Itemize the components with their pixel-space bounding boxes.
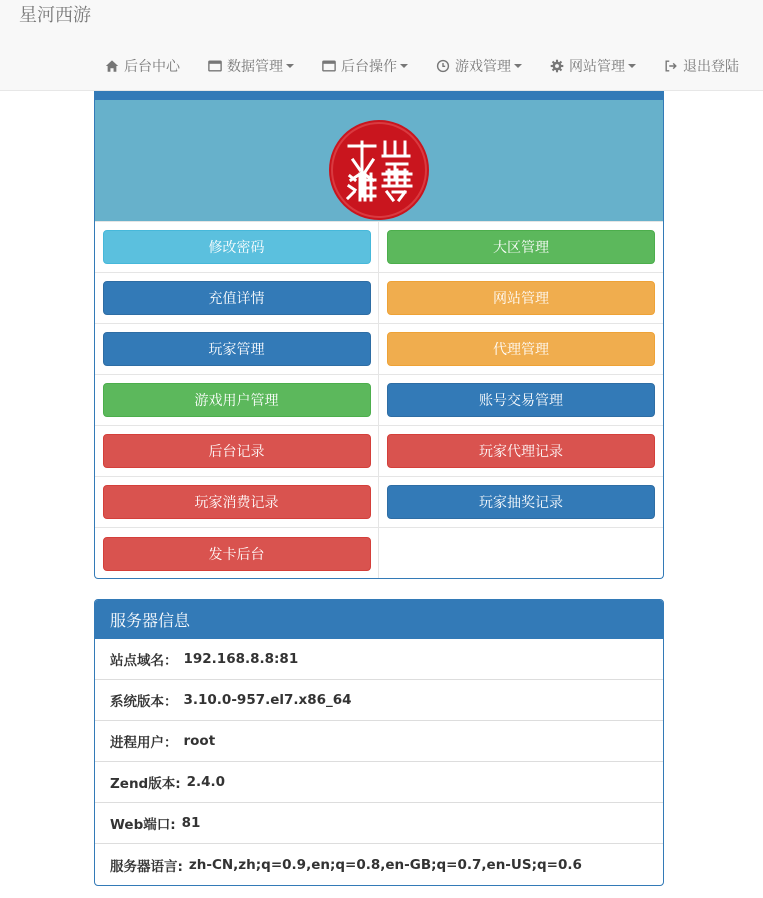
logout-icon [664, 59, 678, 73]
nav-item-dashboard[interactable] [91, 50, 194, 82]
clock-icon [436, 59, 450, 73]
card-issuing-backend-button[interactable]: 发卡后台 [103, 537, 371, 571]
caret-down-icon [514, 64, 522, 68]
info-row [95, 762, 663, 803]
action-cell [379, 222, 663, 273]
nav-item-label: 网站管理 [569, 59, 625, 75]
server-info-panel [94, 599, 664, 886]
action-cell [379, 426, 663, 477]
action-grid [95, 222, 663, 579]
info-label: Web端口: [110, 817, 176, 833]
nav-item-logout[interactable] [650, 50, 763, 82]
nav-item-label: 后台中心 [124, 59, 180, 75]
panel-top-strip [95, 91, 663, 100]
recharge-details-button[interactable]: 充值详情 [103, 281, 371, 315]
main-nav [91, 50, 763, 82]
action-cell [379, 477, 663, 528]
window-icon [208, 59, 222, 73]
player-agent-log-button[interactable]: 玩家代理记录 [387, 434, 655, 468]
nav-item-label: 后台操作 [341, 59, 397, 75]
info-label: 系统版本： [110, 694, 178, 710]
action-cell [95, 375, 379, 426]
nav-item-label: 退出登陆 [683, 59, 739, 75]
change-password-button[interactable]: 修改密码 [103, 230, 371, 264]
logo-banner [95, 100, 663, 222]
action-cell-empty [379, 528, 663, 579]
info-row [95, 803, 663, 844]
action-cell [95, 273, 379, 324]
player-management-button[interactable]: 玩家管理 [103, 332, 371, 366]
player-lottery-log-button[interactable]: 玩家抽奖记录 [387, 485, 655, 519]
action-cell [95, 426, 379, 477]
action-cell [95, 528, 379, 579]
nav-item-label: 数据管理 [227, 59, 283, 75]
site-management-button[interactable]: 网站管理 [387, 281, 655, 315]
nav-item-site-management[interactable] [536, 50, 650, 82]
seal-logo [329, 120, 429, 220]
agent-management-button[interactable]: 代理管理 [387, 332, 655, 366]
caret-down-icon [400, 64, 408, 68]
player-spending-log-button[interactable]: 玩家消费记录 [103, 485, 371, 519]
nav-item-label: 游戏管理 [455, 59, 511, 75]
region-management-button[interactable]: 大区管理 [387, 230, 655, 264]
caret-down-icon [628, 64, 636, 68]
info-value: zh-CN,zh;q=0.9,en;q=0.8,en-GB;q=0.7,en-US;q=0.6 [188, 856, 582, 873]
quick-actions-panel [94, 91, 664, 579]
window-icon [322, 59, 336, 73]
nav-item-backend-ops[interactable] [308, 50, 422, 82]
info-label: 站点域名： [110, 653, 178, 669]
nav-item-game-management[interactable] [422, 50, 536, 82]
info-row [95, 639, 663, 680]
seal-logo-graphic [329, 120, 429, 220]
info-row [95, 721, 663, 762]
action-cell [379, 273, 663, 324]
top-navbar [0, 0, 763, 91]
info-row [95, 680, 663, 721]
info-row [95, 844, 663, 885]
info-value: root [183, 733, 216, 749]
info-value: 192.168.8.8:81 [183, 651, 299, 667]
info-value: 81 [181, 815, 201, 831]
info-label: 服务器语言: [110, 858, 183, 875]
info-value: 3.10.0-957.el7.x86_64 [183, 692, 352, 708]
info-label: Zend版本: [110, 776, 181, 792]
info-value: 2.4.0 [186, 774, 226, 790]
account-trade-management-button[interactable]: 账号交易管理 [387, 383, 655, 417]
action-cell [95, 324, 379, 375]
action-cell [95, 477, 379, 528]
gear-icon [550, 59, 564, 73]
action-cell [95, 222, 379, 273]
backend-log-button[interactable]: 后台记录 [103, 434, 371, 468]
caret-down-icon [286, 64, 294, 68]
nav-item-data-management[interactable] [194, 50, 308, 82]
action-cell [379, 375, 663, 426]
panel-heading: 服务器信息 [95, 600, 663, 639]
info-label: 进程用户： [110, 735, 178, 751]
action-cell [379, 324, 663, 375]
game-user-management-button[interactable]: 游戏用户管理 [103, 383, 371, 417]
brand-title[interactable]: 星河西游 [19, 5, 91, 26]
home-icon [105, 59, 119, 73]
